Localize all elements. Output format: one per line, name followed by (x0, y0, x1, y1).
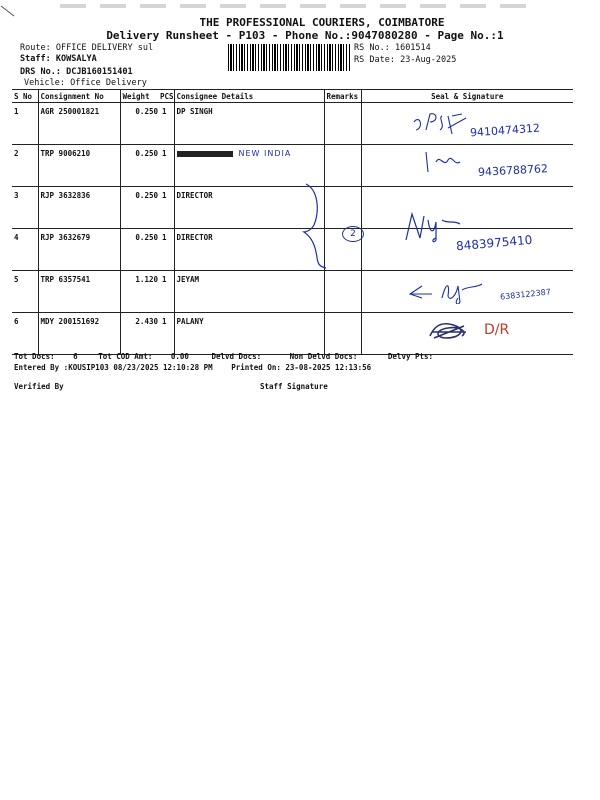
col-remarks: Remarks (324, 90, 361, 103)
cell-sno: 6 (12, 313, 38, 355)
tot-docs-label: Tot Docs: (14, 352, 55, 361)
cell-remarks (324, 271, 361, 313)
col-sno: S No (12, 90, 38, 103)
cell-pcs: 1 (160, 271, 174, 313)
rs-no-line (354, 43, 431, 53)
tot-docs-value: 6 (73, 352, 78, 361)
col-weight: Weight (120, 90, 160, 103)
signature-row2 (420, 150, 470, 174)
cell-pcs: 1 (160, 103, 174, 145)
cell-sno: 2 (12, 145, 38, 187)
handwritten-phone-row1: 9410474312 (469, 121, 541, 140)
cell-remarks (324, 103, 361, 145)
entered-by-label: Entered By : (14, 363, 69, 372)
rs-date-label: RS Date: (354, 55, 395, 65)
entered-by-value: KOUSIP103 08/23/2025 12:10:28 PM (68, 363, 213, 372)
drs-label: DRS No.: (20, 67, 61, 77)
vehicle-line (24, 78, 147, 88)
verified-by: Verified By (14, 382, 64, 391)
cell-pcs: 1 (160, 229, 174, 271)
table-header-row (12, 90, 573, 103)
table-row (12, 187, 573, 229)
cell-pcs: 1 (160, 187, 174, 229)
handwritten-phone-row5: 6383122387 (499, 287, 552, 302)
tot-cod-value: 0.00 (170, 352, 189, 361)
staff-signature-label: Staff Signature (260, 382, 328, 391)
runsheet-title: Delivery Runsheet - P103 - Phone No.:9047080280 - Page No.:1 (106, 29, 504, 42)
col-signature: Seal & Signature (361, 90, 573, 103)
staff-label: Staff: (20, 54, 51, 64)
cell-sno: 3 (12, 187, 38, 229)
route-value: OFFICE DELIVERY sul (55, 43, 154, 53)
cell-consignee: DP SINGH (174, 103, 324, 145)
cell-remarks (324, 313, 361, 355)
cell-consignment: TRP 9006210 (38, 145, 120, 187)
rs-date-value: 23-Aug-2025 (400, 55, 457, 65)
cell-weight: 0.250 (120, 187, 160, 229)
rs-no-label: RS No.: (354, 43, 390, 53)
printed-on-value: 23-08-2025 12:13:56 (285, 363, 372, 372)
faint-print-artifact (60, 4, 530, 8)
entered-by-line (14, 363, 371, 372)
cell-consignment: RJP 3632836 (38, 187, 120, 229)
col-consignee: Consignee Details (174, 90, 324, 103)
tot-cod-label: Tot COD Amt: (98, 352, 153, 361)
cell-consignee: DIRECTOR (174, 229, 324, 271)
cell-consignment: RJP 3632679 (38, 229, 120, 271)
barcode (228, 44, 350, 71)
vehicle-label: Vehicle: (24, 78, 65, 88)
vehicle-value: Office Delivery (70, 78, 147, 88)
col-pcs: PCS (160, 91, 174, 101)
cell-consignment: AGR 250001821 (38, 103, 120, 145)
cell-consignment: MDY 200151692 (38, 313, 120, 355)
cell-sno: 4 (12, 229, 38, 271)
cell-consignment: TRP 6357541 (38, 271, 120, 313)
cell-sno: 1 (12, 103, 38, 145)
drs-line (20, 67, 133, 77)
rs-no-value: 1601514 (394, 43, 431, 53)
redacted-block (177, 151, 233, 157)
handwritten-phone-row2: 9436788762 (477, 162, 549, 179)
cell-sno: 5 (12, 271, 38, 313)
cell-consignee: DIRECTOR (174, 187, 324, 229)
curly-brace-mark (300, 180, 340, 270)
printed-on-label: Printed On: (231, 363, 281, 372)
scribble-row6 (426, 318, 472, 342)
cell-pcs: 1 (160, 145, 174, 187)
signature-row5 (406, 276, 498, 304)
handwritten-phone-row34: 8483975410 (455, 232, 533, 254)
rs-date-line (354, 55, 456, 65)
cell-weight: 2.430 (120, 313, 160, 355)
non-delvd-docs-label: Non Delvd Docs: (289, 352, 358, 361)
staff-value: KOWSALYA (55, 54, 97, 64)
route-label: Route: (20, 43, 51, 53)
staff-line (20, 54, 97, 64)
totals-line (14, 352, 433, 361)
table-row (12, 103, 573, 145)
cell-weight: 1.120 (120, 271, 160, 313)
delvy-pts-label: Delvy Pts: (387, 352, 434, 361)
col-consignment: Consignment No (38, 90, 120, 103)
drs-value: DCJB160151401 (66, 67, 133, 77)
remark-circle: 2 (342, 226, 364, 242)
cell-weight: 0.250 (120, 229, 160, 271)
cell-weight: 0.250 (120, 145, 160, 187)
cell-consignee: JEYAM (174, 271, 324, 313)
red-dr-mark: D/R (484, 322, 510, 338)
route-line (20, 43, 153, 53)
cell-weight: 0.250 (120, 103, 160, 145)
handwritten-consignee: NEW INDIA (238, 149, 292, 158)
cell-consignee: PALANY (174, 313, 324, 355)
company-title: THE PROFESSIONAL COURIERS, COIMBATORE (199, 16, 445, 29)
delvd-docs-label: Delvd Docs: (211, 352, 262, 361)
cell-pcs: 1 (160, 313, 174, 355)
